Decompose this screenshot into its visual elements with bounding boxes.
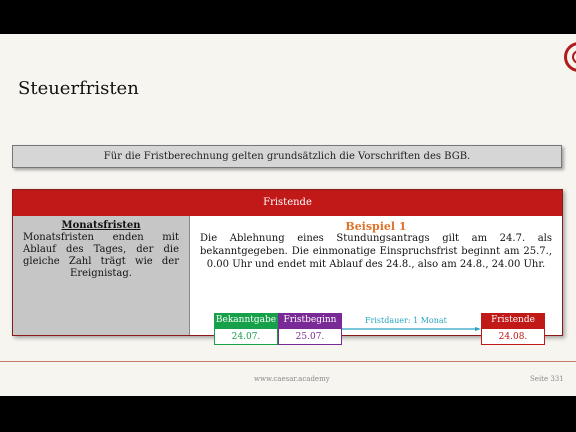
page-title: Steuerfristen: [18, 78, 139, 99]
page-number: Seite 331: [530, 375, 564, 383]
info-box: Für die Fristberechnung gelten grundsätzlich die Vorschriften des BGB.: [12, 145, 562, 168]
rule-table: [12, 189, 563, 342]
bekanntgabe-date: 24.07.: [214, 328, 278, 345]
table-header: Fristende: [13, 190, 562, 216]
fristende-date: 24.08.: [481, 328, 545, 345]
example-cell: [190, 216, 562, 342]
bekanntgabe-label: Bekanntgabe: [214, 313, 278, 328]
rule-heading: Monatsfristen: [61, 220, 141, 231]
footer-url: www.caesar.academy: [254, 375, 330, 383]
slide: [0, 34, 576, 396]
fristbeginn-label: Fristbeginn: [278, 313, 342, 328]
example-heading: Beispiel 1: [345, 220, 407, 233]
example-text: Die Ablehnung eines Stundungsantrags gilt am 24.7. als bekanntgegeben. Die einmonatige Einspruchsfrist beginnt am 25.7., 0.00 Uhr und endet mit Ablauf des 24.8., also am 24.8., 24.00 Uhr.: [200, 233, 552, 270]
academy-logo-icon: [564, 42, 576, 72]
rule-text: Monatsfristen enden mit Ablauf des Tages, der die gleiche Zahl trägt wie der Ereignistag.: [23, 232, 179, 279]
duration-label: Fristdauer: 1 Monat: [365, 316, 447, 325]
fristende-label: Fristende: [481, 313, 545, 328]
rule-cell: [13, 216, 190, 335]
fristbeginn-date: 25.07.: [278, 328, 342, 345]
footer-divider: [0, 361, 576, 362]
arrow-right-icon: [342, 327, 481, 331]
